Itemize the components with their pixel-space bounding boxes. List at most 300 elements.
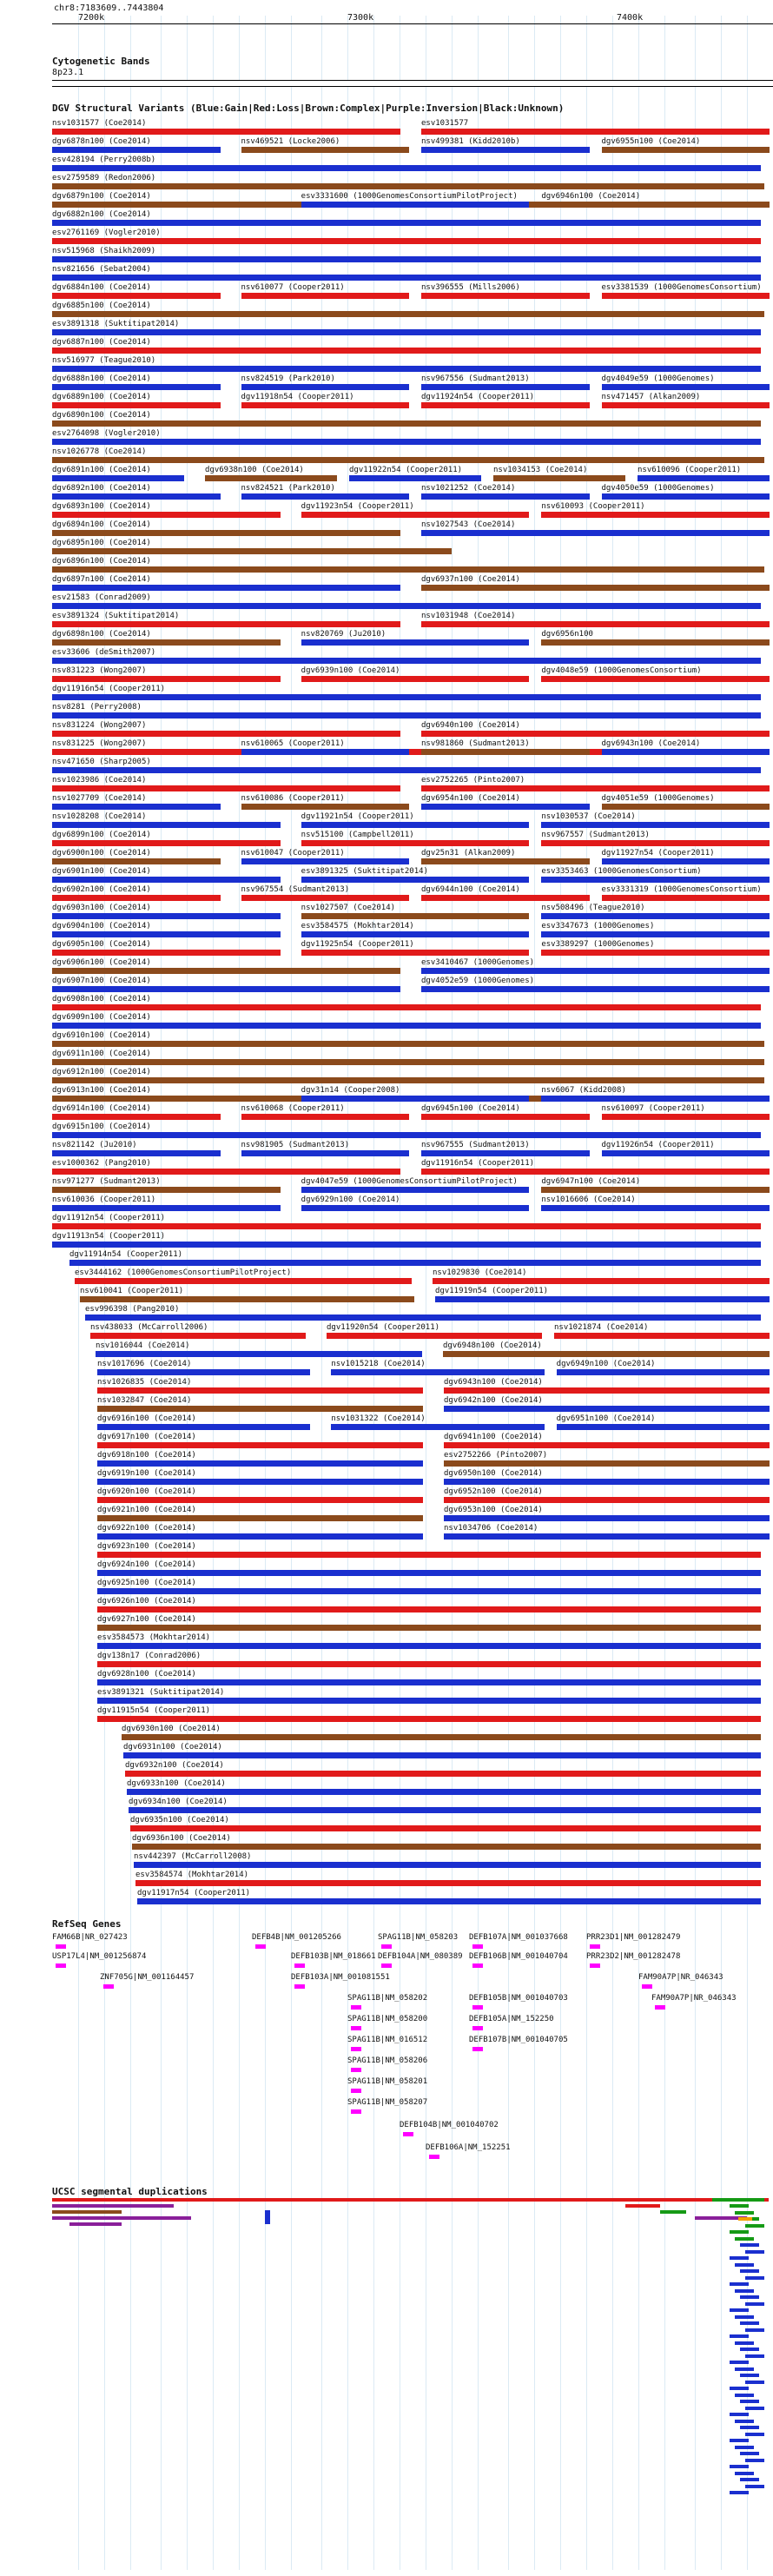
dgv-variant-bar[interactable] — [443, 1351, 770, 1357]
dgv-variant-label[interactable]: nsv1027709 (Coe2014) — [52, 794, 147, 803]
segdup-bar[interactable] — [735, 2341, 754, 2345]
dgv-variant-label[interactable]: nsv396555 (Mills2006) — [421, 283, 520, 292]
segdup-bar[interactable] — [712, 2198, 764, 2202]
dgv-variant-label[interactable]: esv3891325 (Suktitipat2014) — [301, 867, 428, 876]
dgv-variant-bar[interactable] — [52, 712, 761, 718]
segdup-bar[interactable] — [735, 2289, 754, 2293]
refseq-gene-model[interactable] — [351, 2068, 361, 2072]
dgv-variant-bar[interactable] — [52, 1059, 764, 1065]
dgv-variant-label[interactable]: nsv981860 (Sudmant2013) — [421, 739, 530, 748]
dgv-variant-label[interactable]: nsv610086 (Cooper2011) — [241, 794, 345, 803]
dgv-variant-label[interactable]: dgv6926n100 (Coe2014) — [97, 1597, 196, 1606]
dgv-variant-bar[interactable] — [421, 986, 770, 992]
dgv-variant-bar[interactable] — [97, 1479, 423, 1485]
dgv-variant-label[interactable]: dgv6891n100 (Coe2014) — [52, 466, 151, 474]
dgv-variant-label[interactable]: esv2759589 (Redon2006) — [52, 174, 156, 182]
segdup-bar[interactable] — [730, 2439, 749, 2442]
dgv-variant-label[interactable]: nsv610097 (Cooper2011) — [601, 1104, 705, 1113]
dgv-variant-bar[interactable] — [123, 1752, 761, 1758]
dgv-variant-label[interactable]: esv428194 (Perry2008b) — [52, 156, 156, 164]
refseq-gene-label[interactable]: PRR23D1|NM_001282479 — [586, 1933, 681, 1942]
segdup-bar[interactable] — [730, 2465, 749, 2468]
dgv-variant-bar[interactable] — [52, 475, 184, 481]
dgv-variant-label[interactable]: dgv6946n100 (Coe2014) — [541, 192, 641, 201]
dgv-variant-bar[interactable] — [241, 858, 410, 864]
dgv-variant-label[interactable]: dgv6878n100 (Coe2014) — [52, 137, 151, 146]
segdup-bar[interactable] — [52, 2198, 769, 2202]
dgv-variant-label[interactable]: dgv6943n100 (Coe2014) — [601, 739, 701, 748]
refseq-gene-model[interactable] — [642, 1984, 652, 1989]
refseq-gene-label[interactable]: SPAG11B|NM_058203 — [378, 1933, 459, 1942]
segdup-bar[interactable] — [730, 2204, 749, 2208]
dgv-variant-label[interactable]: dgv11917n54 (Cooper2011) — [137, 1889, 251, 1897]
dgv-variant-bar[interactable] — [52, 1004, 761, 1010]
segdup-bar[interactable] — [740, 2374, 759, 2377]
segdup-bar[interactable] — [52, 2204, 174, 2208]
dgv-variant-bar[interactable] — [541, 202, 770, 208]
dgv-variant-bar[interactable] — [602, 1114, 770, 1120]
dgv-variant-label[interactable]: dgv6893n100 (Coe2014) — [52, 502, 151, 511]
dgv-variant-bar[interactable] — [97, 1387, 423, 1394]
refseq-gene-label[interactable]: DEFB107A|NM_001037668 — [469, 1933, 568, 1942]
dgv-variant-bar[interactable] — [541, 913, 770, 919]
dgv-variant-bar[interactable] — [52, 1041, 764, 1047]
dgv-variant-label[interactable]: nsv610068 (Cooper2011) — [241, 1104, 345, 1113]
dgv-variant-bar[interactable] — [97, 1442, 423, 1448]
segdup-bar[interactable] — [740, 2478, 759, 2481]
dgv-variant-label[interactable]: dgv6929n100 (Coe2014) — [301, 1195, 400, 1204]
dgv-variant-bar[interactable] — [52, 348, 761, 354]
dgv-variant-bar[interactable] — [541, 1205, 770, 1211]
dgv-variant-label[interactable]: nsv1031577 (Coe2014) — [52, 119, 147, 128]
refseq-gene-model[interactable] — [351, 2005, 361, 2010]
dgv-variant-bar[interactable] — [52, 165, 761, 171]
dgv-variant-label[interactable]: nsv469521 (Locke2006) — [241, 137, 340, 146]
dgv-variant-label[interactable]: dgv6925n100 (Coe2014) — [97, 1579, 196, 1587]
dgv-variant-bar[interactable] — [241, 1150, 410, 1156]
dgv-variant-bar[interactable] — [52, 603, 761, 609]
dgv-variant-label[interactable]: esv3381539 (1000GenomesConsortium) — [601, 283, 762, 292]
dgv-variant-label[interactable]: dgv6956n100 — [541, 630, 593, 639]
dgv-variant-label[interactable]: esv3389297 (1000Genomes) — [541, 940, 655, 949]
dgv-variant-bar[interactable] — [52, 968, 400, 974]
dgv-variant-label[interactable]: dgv11927n54 (Cooper2011) — [601, 849, 715, 858]
dgv-variant-bar[interactable] — [52, 822, 281, 828]
dgv-variant-bar[interactable] — [52, 366, 761, 372]
dgv-variant-bar[interactable] — [52, 1114, 221, 1120]
refseq-gene-model[interactable] — [351, 2047, 361, 2051]
segdup-bar[interactable] — [740, 2295, 759, 2299]
refseq-gene-label[interactable]: DEFB104A|NM_080389 — [378, 1952, 463, 1961]
dgv-variant-label[interactable]: dgv6898n100 (Coe2014) — [52, 630, 151, 639]
dgv-variant-label[interactable]: dgv6882n100 (Coe2014) — [52, 210, 151, 219]
dgv-variant-bar[interactable] — [52, 931, 281, 937]
dgv-variant-bar[interactable] — [349, 475, 481, 481]
refseq-gene-label[interactable]: PRR23D2|NM_001282478 — [586, 1952, 681, 1961]
dgv-variant-bar[interactable] — [52, 1205, 281, 1211]
dgv-variant-label[interactable]: dgv6927n100 (Coe2014) — [97, 1615, 196, 1624]
dgv-variant-label[interactable]: dgv6918n100 (Coe2014) — [97, 1451, 196, 1460]
dgv-variant-bar[interactable] — [301, 877, 530, 883]
dgv-variant-label[interactable]: dgv4052e59 (1000Genomes) — [421, 977, 535, 985]
segdup-bar[interactable] — [738, 2217, 752, 2221]
dgv-variant-bar[interactable] — [421, 129, 770, 135]
refseq-gene-label[interactable]: DEFB103B|NM_018661 — [291, 1952, 376, 1961]
dgv-variant-bar[interactable] — [52, 512, 281, 518]
dgv-variant-bar[interactable] — [421, 585, 770, 591]
segdup-bar[interactable] — [735, 2446, 754, 2449]
dgv-variant-label[interactable]: dgv4051e59 (1000Genomes) — [601, 794, 715, 803]
dgv-variant-label[interactable]: dgv6907n100 (Coe2014) — [52, 977, 151, 985]
segdup-bar[interactable] — [740, 2426, 759, 2429]
segdup-bar[interactable] — [745, 2302, 764, 2306]
refseq-gene-label[interactable]: ZNF705G|NM_001164457 — [100, 1973, 195, 1982]
dgv-variant-bar[interactable] — [301, 202, 530, 208]
dgv-variant-label[interactable]: dgv6938n100 (Coe2014) — [205, 466, 304, 474]
dgv-variant-label[interactable]: dgv11915n54 (Cooper2011) — [97, 1706, 211, 1715]
dgv-variant-bar[interactable] — [52, 147, 221, 153]
dgv-variant-label[interactable]: nsv515968 (Shaikh2009) — [52, 247, 156, 255]
segdup-bar[interactable] — [730, 2387, 749, 2390]
segdup-bar[interactable] — [745, 2459, 764, 2462]
dgv-variant-bar[interactable] — [602, 293, 770, 299]
dgv-variant-bar[interactable] — [97, 1661, 761, 1667]
segdup-bar[interactable] — [735, 2367, 754, 2371]
dgv-variant-label[interactable]: nsv438033 (McCarroll2006) — [90, 1323, 208, 1332]
dgv-variant-label[interactable]: dgv6904n100 (Coe2014) — [52, 922, 151, 930]
refseq-gene-label[interactable]: DEFB104B|NM_001040702 — [400, 2121, 499, 2129]
dgv-variant-bar[interactable] — [52, 1132, 761, 1138]
refseq-gene-label[interactable]: DEFB105A|NM_152250 — [469, 2015, 554, 2023]
dgv-variant-label[interactable]: dgv138n17 (Conrad2006) — [97, 1652, 202, 1660]
dgv-variant-label[interactable]: nsv831225 (Wong2007) — [52, 739, 147, 748]
dgv-variant-bar[interactable] — [97, 1460, 423, 1467]
refseq-gene-model[interactable] — [294, 1963, 305, 1968]
dgv-variant-label[interactable]: nsv610036 (Cooper2011) — [52, 1195, 156, 1204]
segdup-bar[interactable] — [745, 2354, 764, 2358]
dgv-variant-bar[interactable] — [52, 275, 761, 281]
dgv-variant-bar[interactable] — [52, 676, 281, 682]
dgv-variant-label[interactable]: dgv6941n100 (Coe2014) — [444, 1433, 543, 1441]
dgv-variant-label[interactable]: nsv1027507 (Coe2014) — [301, 904, 396, 912]
dgv-variant-bar[interactable] — [301, 931, 530, 937]
dgv-variant-bar[interactable] — [444, 1515, 770, 1521]
dgv-variant-label[interactable]: nsv1029830 (Coe2014) — [433, 1268, 527, 1277]
dgv-variant-bar[interactable] — [331, 1369, 544, 1375]
dgv-variant-label[interactable]: dgv6911n100 (Coe2014) — [52, 1050, 151, 1058]
dgv-variant-bar[interactable] — [52, 493, 221, 500]
dgv-variant-bar[interactable] — [97, 1606, 761, 1612]
dgv-variant-bar[interactable] — [444, 1442, 770, 1448]
dgv-variant-bar[interactable] — [134, 1862, 761, 1868]
dgv-variant-bar[interactable] — [327, 1333, 542, 1339]
dgv-variant-bar[interactable] — [97, 1552, 761, 1558]
dgv-variant-label[interactable]: nsv499381 (Kidd2010b) — [421, 137, 520, 146]
dgv-variant-bar[interactable] — [85, 1314, 761, 1321]
dgv-variant-bar[interactable] — [52, 1223, 761, 1229]
dgv-variant-label[interactable]: esv3891318 (Suktitipat2014) — [52, 320, 180, 328]
dgv-variant-bar[interactable] — [638, 475, 770, 481]
segdup-bar[interactable] — [735, 2211, 754, 2215]
dgv-variant-label[interactable]: dgv6887n100 (Coe2014) — [52, 338, 151, 347]
segdup-bar[interactable] — [735, 2394, 754, 2397]
dgv-variant-label[interactable]: nsv1030537 (Coe2014) — [541, 812, 636, 821]
segdup-bar[interactable] — [730, 2491, 749, 2494]
refseq-gene-model[interactable] — [472, 2026, 483, 2030]
dgv-variant-label[interactable]: dgv6952n100 (Coe2014) — [444, 1487, 543, 1496]
dgv-variant-label[interactable]: dgv6894n100 (Coe2014) — [52, 520, 151, 529]
dgv-variant-bar[interactable] — [554, 1333, 770, 1339]
refseq-gene-label[interactable]: SPAG11B|NM_058207 — [347, 2098, 428, 2107]
dgv-variant-label[interactable]: nsv824519 (Park2010) — [241, 374, 335, 383]
dgv-variant-label[interactable]: dgv6934n100 (Coe2014) — [129, 1798, 228, 1806]
refseq-gene-model[interactable] — [294, 1984, 305, 1989]
segdup-bar[interactable] — [735, 2237, 754, 2241]
dgv-variant-label[interactable]: nsv6067 (Kidd2008) — [541, 1086, 626, 1095]
segdup-bar[interactable] — [740, 2243, 759, 2247]
refseq-gene-model[interactable] — [255, 1944, 266, 1949]
dgv-variant-label[interactable]: dgv6906n100 (Coe2014) — [52, 958, 151, 967]
dgv-variant-label[interactable]: nsv8281 (Perry2008) — [52, 703, 142, 712]
dgv-variant-bar[interactable] — [241, 749, 410, 755]
refseq-gene-model[interactable] — [351, 2109, 361, 2114]
dgv-variant-label[interactable]: nsv967556 (Sudmant2013) — [421, 374, 530, 383]
dgv-variant-label[interactable]: dgv11919n54 (Cooper2011) — [435, 1287, 549, 1295]
dgv-variant-bar[interactable] — [52, 256, 761, 262]
dgv-variant-bar[interactable] — [301, 913, 530, 919]
dgv-variant-bar[interactable] — [52, 639, 281, 646]
refseq-gene-label[interactable]: SPAG11B|NM_058206 — [347, 2056, 428, 2065]
dgv-variant-bar[interactable] — [241, 493, 410, 500]
dgv-variant-label[interactable]: dgv6896n100 (Coe2014) — [52, 557, 151, 566]
dgv-variant-label[interactable]: dgv6923n100 (Coe2014) — [97, 1542, 196, 1551]
dgv-variant-label[interactable]: dgv6888n100 (Coe2014) — [52, 374, 151, 383]
segdup-bar[interactable] — [745, 2407, 764, 2410]
dgv-variant-bar[interactable] — [52, 1169, 400, 1175]
dgv-variant-bar[interactable] — [52, 694, 761, 700]
dgv-variant-label[interactable]: nsv610041 (Cooper2011) — [80, 1287, 184, 1295]
dgv-variant-label[interactable]: nsv1017696 (Coe2014) — [97, 1360, 192, 1368]
dgv-variant-label[interactable]: dgv6940n100 (Coe2014) — [421, 721, 520, 730]
segdup-bar[interactable] — [735, 2420, 754, 2423]
dgv-variant-bar[interactable] — [129, 1807, 761, 1813]
dgv-variant-bar[interactable] — [602, 147, 770, 153]
dgv-variant-label[interactable]: dgv6950n100 (Coe2014) — [444, 1469, 543, 1478]
dgv-variant-bar[interactable] — [541, 931, 770, 937]
dgv-variant-bar[interactable] — [602, 402, 770, 408]
dgv-variant-label[interactable]: dgv11920n54 (Cooper2011) — [327, 1323, 440, 1332]
segdup-bar[interactable] — [740, 2321, 759, 2325]
segdup-bar[interactable] — [52, 2210, 122, 2214]
dgv-variant-bar[interactable] — [97, 1570, 761, 1576]
dgv-variant-label[interactable]: esv996398 (Pang2010) — [85, 1305, 180, 1314]
dgv-variant-bar[interactable] — [69, 1260, 761, 1266]
dgv-variant-bar[interactable] — [52, 530, 400, 536]
dgv-variant-bar[interactable] — [421, 402, 590, 408]
dgv-variant-bar[interactable] — [421, 293, 590, 299]
dgv-variant-label[interactable]: dgv6921n100 (Coe2014) — [97, 1506, 196, 1514]
segdup-bar[interactable] — [740, 2269, 759, 2273]
dgv-variant-bar[interactable] — [557, 1424, 770, 1430]
refseq-gene-model[interactable] — [590, 1963, 600, 1968]
dgv-variant-label[interactable]: dgv6890n100 (Coe2014) — [52, 411, 151, 420]
dgv-variant-label[interactable]: nsv971277 (Sudmant2013) — [52, 1177, 161, 1186]
segdup-bar[interactable] — [745, 2381, 764, 2384]
dgv-variant-label[interactable]: dgv6945n100 (Coe2014) — [421, 1104, 520, 1113]
dgv-variant-label[interactable]: nsv821656 (Sebat2004) — [52, 265, 151, 274]
dgv-variant-bar[interactable] — [97, 1716, 761, 1722]
refseq-gene-label[interactable]: SPAG11B|NM_016512 — [347, 2036, 428, 2044]
refseq-gene-label[interactable]: SPAG11B|NM_058202 — [347, 1994, 428, 2003]
dgv-variant-bar[interactable] — [602, 384, 770, 390]
dgv-variant-bar[interactable] — [421, 147, 590, 153]
dgv-variant-label[interactable]: nsv516977 (Teague2010) — [52, 356, 156, 365]
dgv-variant-label[interactable]: dgv6931n100 (Coe2014) — [123, 1743, 222, 1752]
dgv-variant-bar[interactable] — [137, 1898, 761, 1904]
dgv-variant-bar[interactable] — [132, 1844, 761, 1850]
dgv-variant-bar[interactable] — [435, 1296, 770, 1302]
dgv-variant-label[interactable]: nsv1026778 (Coe2014) — [52, 447, 147, 456]
dgv-variant-bar[interactable] — [541, 639, 770, 646]
dgv-variant-bar[interactable] — [90, 1333, 306, 1339]
dgv-variant-bar[interactable] — [52, 785, 400, 791]
refseq-gene-model[interactable] — [655, 2005, 665, 2010]
dgv-variant-label[interactable]: nsv1021252 (Coe2014) — [421, 484, 516, 493]
dgv-variant-label[interactable]: dgv6955n100 (Coe2014) — [601, 137, 701, 146]
refseq-gene-label[interactable]: SPAG11B|NM_058200 — [347, 2015, 428, 2023]
dgv-variant-label[interactable]: nsv967554 (Sudmant2013) — [241, 885, 350, 894]
refseq-gene-label[interactable]: DEFB106A|NM_152251 — [426, 2143, 511, 2152]
dgv-variant-bar[interactable] — [301, 1096, 530, 1102]
refseq-gene-label[interactable]: USP17L4|NM_001256874 — [52, 1952, 147, 1961]
dgv-variant-label[interactable]: esv33606 (deSmith2007) — [52, 648, 156, 657]
dgv-variant-bar[interactable] — [421, 858, 590, 864]
dgv-variant-bar[interactable] — [602, 858, 770, 864]
dgv-variant-label[interactable]: nsv1021874 (Coe2014) — [554, 1323, 649, 1332]
dgv-variant-label[interactable]: nsv824521 (Park2010) — [241, 484, 335, 493]
dgv-variant-label[interactable]: esv3410467 (1000Genomes) — [421, 958, 535, 967]
dgv-variant-label[interactable]: esv3891321 (Suktitipat2014) — [97, 1688, 225, 1697]
dgv-variant-bar[interactable] — [602, 895, 770, 901]
dgv-variant-label[interactable]: esv3584573 (Mokhtar2014) — [97, 1633, 211, 1642]
dgv-variant-bar[interactable] — [301, 512, 530, 518]
dgv-variant-bar[interactable] — [421, 384, 590, 390]
segdup-bar[interactable] — [69, 2222, 122, 2226]
dgv-variant-label[interactable]: nsv1027543 (Coe2014) — [421, 520, 516, 529]
segdup-bar[interactable] — [735, 2263, 754, 2267]
dgv-variant-bar[interactable] — [97, 1515, 423, 1521]
dgv-variant-label[interactable]: dgv6912n100 (Coe2014) — [52, 1068, 151, 1076]
dgv-variant-label[interactable]: dgv6948n100 (Coe2014) — [443, 1341, 542, 1350]
dgv-variant-bar[interactable] — [541, 950, 770, 956]
dgv-variant-bar[interactable] — [96, 1351, 422, 1357]
segdup-bar[interactable] — [735, 2315, 754, 2319]
segdup-bar[interactable] — [745, 2276, 764, 2280]
segdup-bar[interactable] — [745, 2250, 764, 2254]
refseq-gene-label[interactable]: FAM66B|NR_027423 — [52, 1933, 128, 1942]
dgv-variant-label[interactable]: nsv1031322 (Coe2014) — [331, 1414, 426, 1423]
dgv-variant-label[interactable]: dgv6932n100 (Coe2014) — [125, 1761, 224, 1770]
segdup-bar[interactable] — [660, 2210, 686, 2214]
dgv-variant-bar[interactable] — [52, 129, 400, 135]
dgv-variant-bar[interactable] — [241, 1114, 410, 1120]
dgv-variant-bar[interactable] — [52, 840, 281, 846]
dgv-variant-bar[interactable] — [241, 895, 410, 901]
dgv-variant-label[interactable]: dgv6917n100 (Coe2014) — [97, 1433, 196, 1441]
dgv-variant-bar[interactable] — [241, 804, 410, 810]
dgv-variant-bar[interactable] — [97, 1533, 423, 1540]
refseq-gene-label[interactable]: DEFB4B|NM_001205266 — [252, 1933, 341, 1942]
dgv-variant-bar[interactable] — [52, 384, 221, 390]
segdup-bar[interactable] — [745, 2328, 764, 2332]
dgv-variant-bar[interactable] — [421, 731, 770, 737]
dgv-variant-bar[interactable] — [301, 639, 530, 646]
dgv-variant-label[interactable]: dgv6914n100 (Coe2014) — [52, 1104, 151, 1113]
dgv-variant-bar[interactable] — [444, 1387, 770, 1394]
dgv-variant-label[interactable]: dgv11914n54 (Cooper2011) — [69, 1250, 183, 1259]
dgv-variant-bar[interactable] — [52, 950, 281, 956]
dgv-variant-label[interactable]: nsv967555 (Sudmant2013) — [421, 1141, 530, 1149]
dgv-variant-bar[interactable] — [241, 147, 410, 153]
dgv-variant-label[interactable]: dgv11926n54 (Cooper2011) — [601, 1141, 715, 1149]
dgv-variant-label[interactable]: dgv6954n100 (Coe2014) — [421, 794, 520, 803]
dgv-variant-bar[interactable] — [125, 1771, 761, 1777]
dgv-variant-label[interactable]: esv1000362 (Pang2010) — [52, 1159, 151, 1168]
dgv-variant-label[interactable]: dgv6879n100 (Coe2014) — [52, 192, 151, 201]
dgv-variant-label[interactable]: dgv11916n54 (Cooper2011) — [421, 1159, 535, 1168]
dgv-variant-label[interactable]: dgv31n14 (Cooper2008) — [301, 1086, 400, 1095]
dgv-variant-bar[interactable] — [97, 1643, 761, 1649]
dgv-variant-label[interactable]: nsv1031948 (Coe2014) — [421, 612, 516, 620]
segdup-bar[interactable] — [730, 2308, 749, 2312]
segdup-bar[interactable] — [730, 2413, 749, 2416]
dgv-variant-label[interactable]: dgv11916n54 (Cooper2011) — [52, 685, 166, 693]
dgv-variant-bar[interactable] — [52, 858, 221, 864]
dgv-variant-bar[interactable] — [97, 1497, 423, 1503]
dgv-variant-label[interactable]: esv2764098 (Vogler2010) — [52, 429, 161, 438]
dgv-variant-bar[interactable] — [52, 311, 764, 317]
dgv-variant-bar[interactable] — [97, 1625, 761, 1631]
refseq-gene-model[interactable] — [381, 1963, 392, 1968]
refseq-gene-model[interactable] — [429, 2155, 439, 2159]
dgv-variant-bar[interactable] — [52, 895, 221, 901]
dgv-variant-label[interactable]: dgv6897n100 (Coe2014) — [52, 575, 151, 584]
refseq-gene-label[interactable]: FAM90A7P|NR_046343 — [651, 1994, 737, 2003]
dgv-variant-label[interactable]: dgv6919n100 (Coe2014) — [97, 1469, 196, 1478]
dgv-variant-label[interactable]: nsv471457 (Alkan2009) — [601, 393, 701, 401]
dgv-variant-bar[interactable] — [52, 238, 761, 244]
dgv-variant-label[interactable]: dgv6920n100 (Coe2014) — [97, 1487, 196, 1496]
dgv-variant-label[interactable]: dgv6924n100 (Coe2014) — [97, 1560, 196, 1569]
dgv-variant-label[interactable]: dgv6905n100 (Coe2014) — [52, 940, 151, 949]
dgv-variant-label[interactable]: nsv1016044 (Coe2014) — [96, 1341, 190, 1350]
dgv-variant-bar[interactable] — [97, 1588, 761, 1594]
dgv-variant-bar[interactable] — [135, 1880, 761, 1886]
dgv-variant-bar[interactable] — [301, 1205, 530, 1211]
dgv-variant-bar[interactable] — [602, 804, 770, 810]
dgv-variant-bar[interactable] — [421, 493, 590, 500]
dgv-variant-label[interactable]: dgv6909n100 (Coe2014) — [52, 1013, 151, 1022]
refseq-gene-model[interactable] — [590, 1944, 600, 1949]
dgv-variant-bar[interactable] — [421, 1169, 770, 1175]
refseq-gene-label[interactable]: DEFB106B|NM_001040704 — [469, 1952, 568, 1961]
dgv-variant-label[interactable]: dgv6901n100 (Coe2014) — [52, 867, 151, 876]
dgv-variant-label[interactable]: dgv6953n100 (Coe2014) — [444, 1506, 543, 1514]
dgv-variant-label[interactable]: nsv1015218 (Coe2014) — [331, 1360, 426, 1368]
refseq-gene-label[interactable]: DEFB107B|NM_001040705 — [469, 2036, 568, 2044]
dgv-variant-label[interactable]: dgv6895n100 (Coe2014) — [52, 539, 151, 547]
dgv-variant-label[interactable]: esv3444162 (1000GenomesConsortiumPilotProject) — [75, 1268, 292, 1277]
